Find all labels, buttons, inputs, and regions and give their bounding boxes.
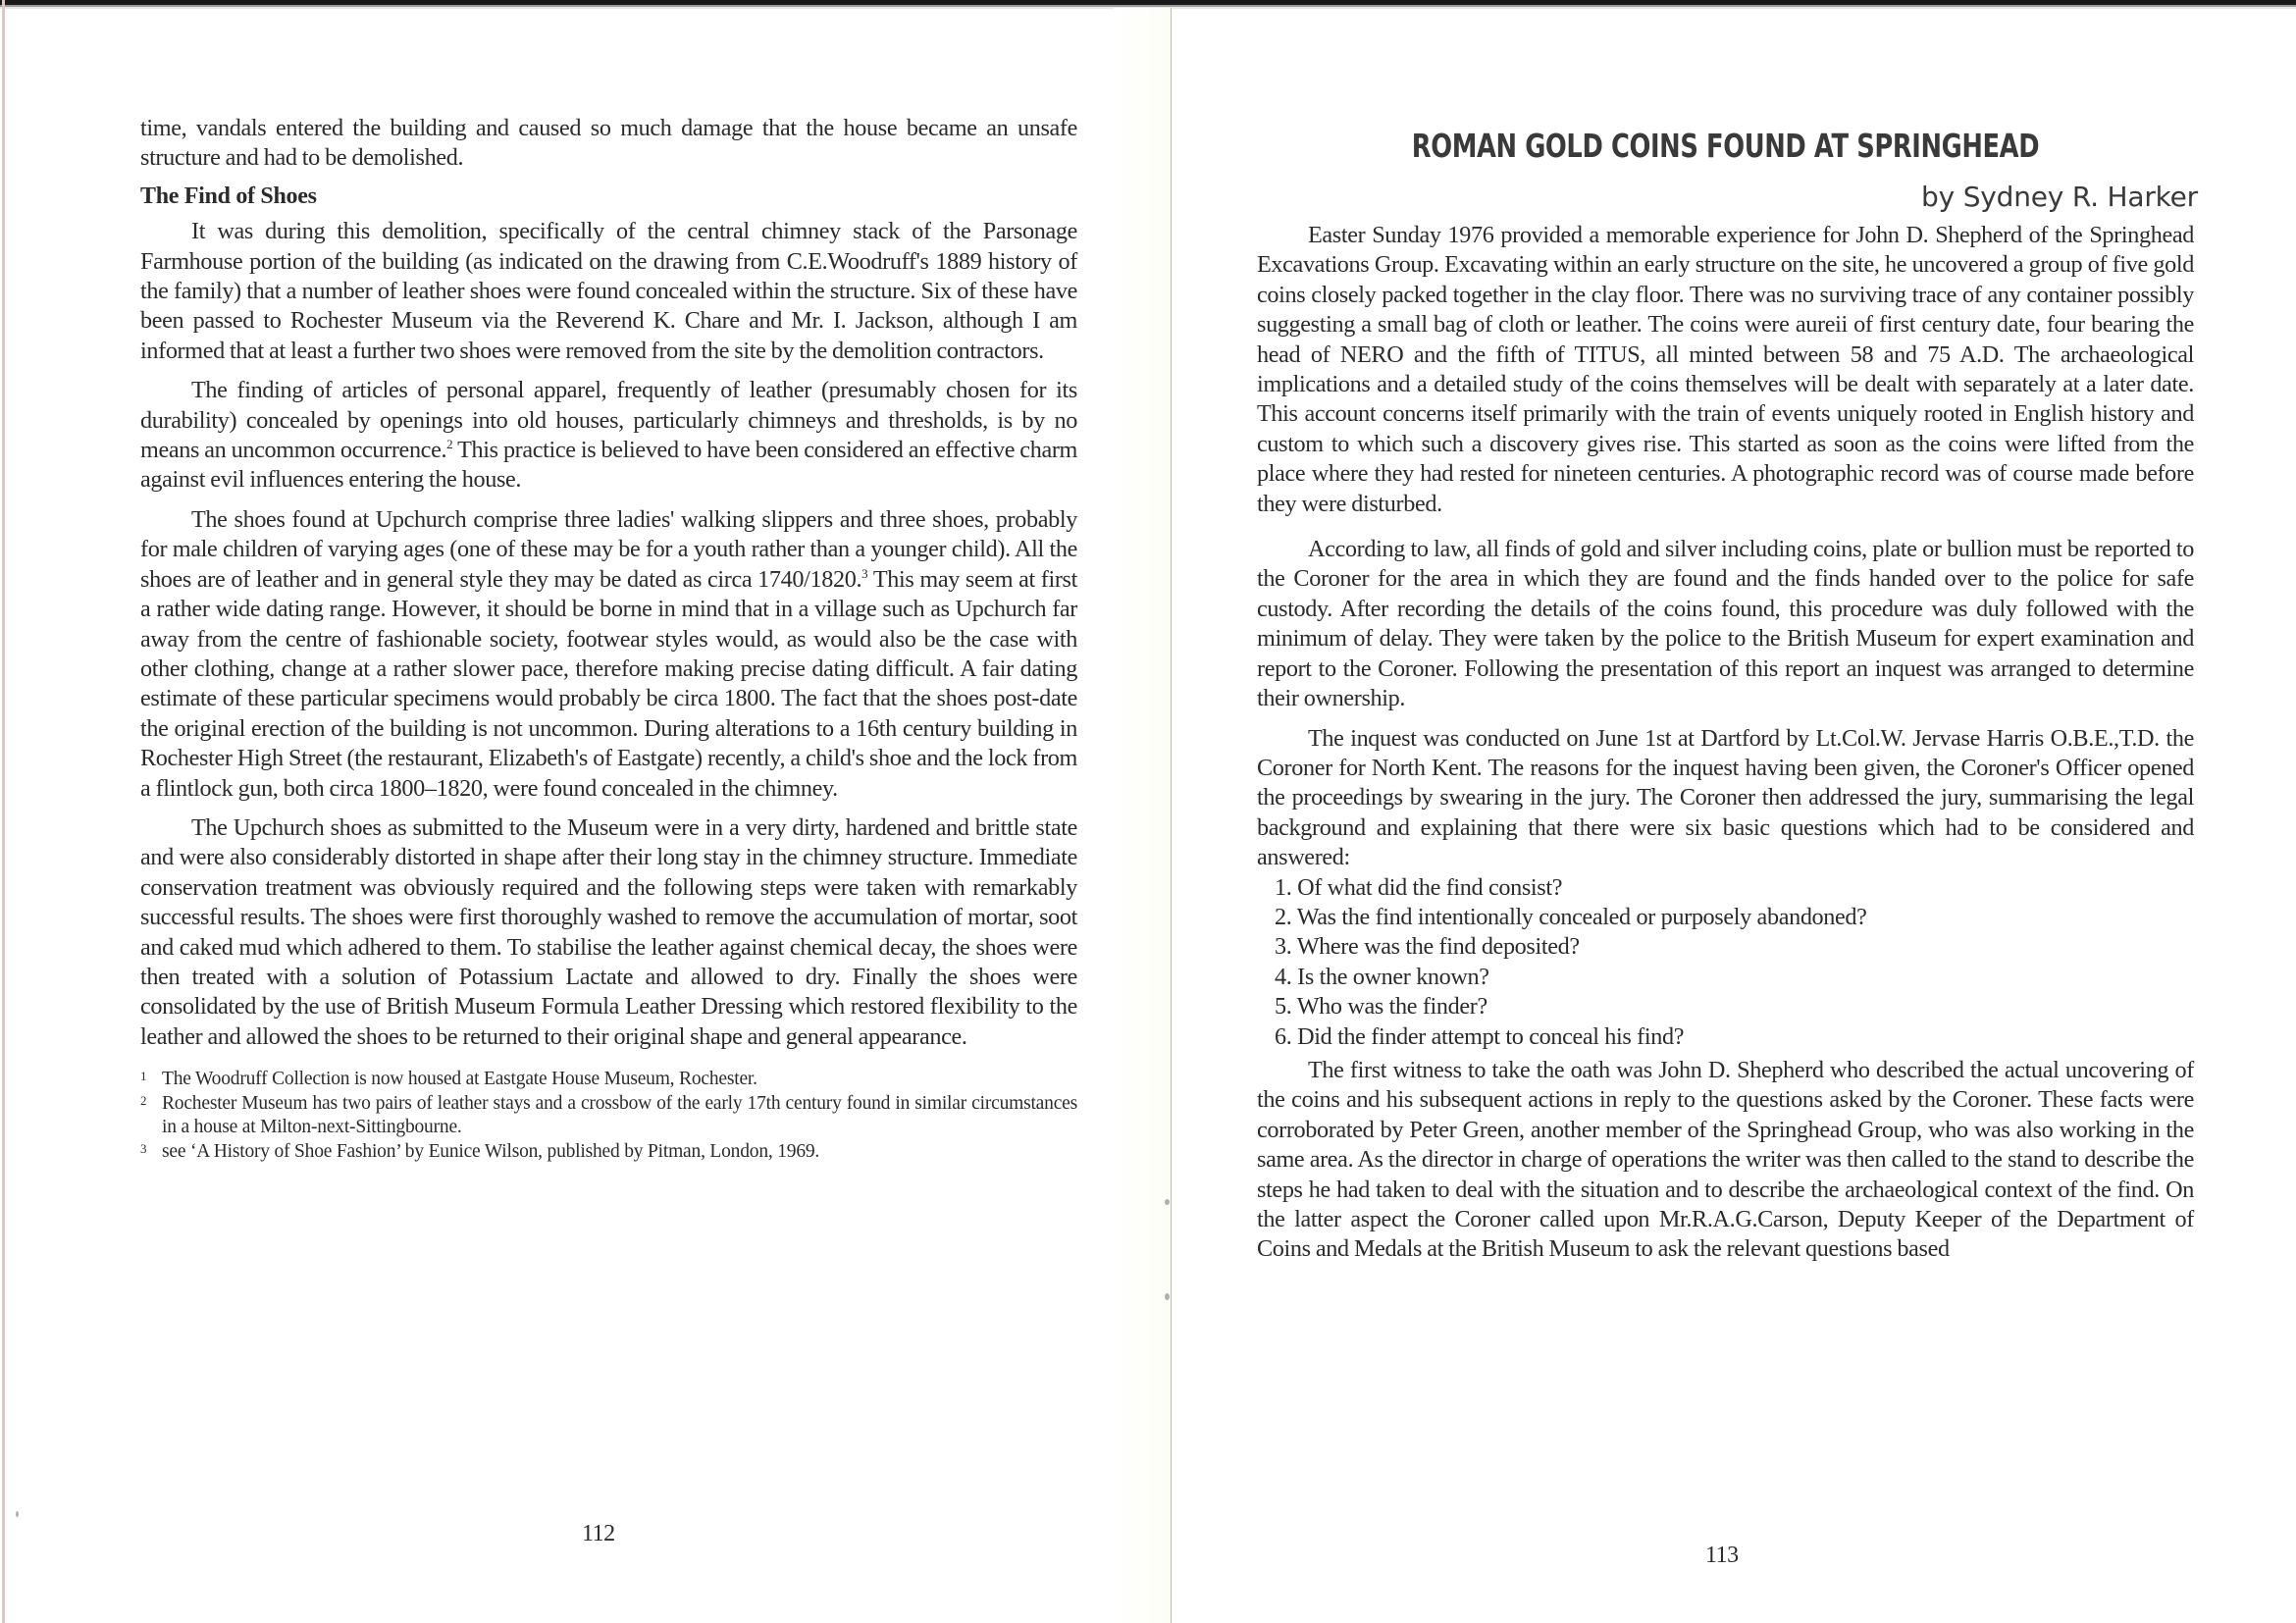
paragraph-text: The finding of articles of personal apparel, frequently of leather (presumably chosen for its durability) concealed by openings into old houses, particularly chimneys and thresholds, is by no means an uncommon occurrence. <box>140 377 1077 464</box>
body-paragraph <box>140 376 1077 496</box>
article-title: ROMAN GOLD COINS FOUND AT SPRINGHEAD <box>1411 127 2040 165</box>
right-page-body <box>1257 221 2194 1265</box>
left-page-body <box>140 114 1077 1164</box>
inquest-question: 1. Of what did the find consist? <box>1275 873 1563 901</box>
body-paragraph <box>140 505 1077 804</box>
scan-speck <box>16 1511 19 1517</box>
paragraph-text: This practice is believed to have been considered an effective charm against evil influences entering the house. <box>140 437 1077 494</box>
inquest-question: 5. Who was the finder? <box>1275 993 1487 1021</box>
footnote <box>140 1140 1077 1165</box>
section-heading: The Find of Shoes <box>140 183 317 209</box>
footnote <box>140 1068 1077 1092</box>
inquest-question: 6. Did the finder attempt to conceal his find? <box>1275 1022 1685 1050</box>
page-number: 112 <box>582 1521 615 1546</box>
inquest-questions-list <box>1257 873 2194 1052</box>
footnotes <box>140 1068 1077 1164</box>
gutter-shade <box>1114 8 1171 1623</box>
body-paragraph: Easter Sunday 1976 provided a memorable experience for John D. Shepherd of the Springhead Excavations Group. Excavating within an early structure on the site, he uncovered a group of five gold coins closely packed together in the clay floor. There was no surviving trace of any container possibly suggesting a small bag of cloth or leather. The coins were aureii of first century date, four bearing the head of NERO and the fifth of TITUS, all minted between 58 and 75 A.D. The archaeological implications and a detailed study of the coins themselves will be dealt with separately at a later date. This account concerns itself primarily with the train of events uniquely rooted in English history and custom to which such a discovery gives rise. This started as soon as the coins were lifted from the place where they had rested for nineteen centuries. A photographic record was of course made before they were disturbed. <box>1257 222 2194 517</box>
footnote-text: see ‘A History of Shoe Fashion’ by Eunice Wilson, published by Pitman, London, 1969. <box>162 1140 820 1162</box>
paragraph-text: The shoes found at Upchurch comprise three ladies' walking slippers and three shoes, probably for male children of varying ages (one of these may be for a youth rather than a younger child). All the shoes are of leather and in general style they may be dated as circa 1740/1820. <box>140 505 1077 593</box>
footnote-reference: 2 <box>446 437 453 451</box>
body-paragraph: The Upchurch shoes as submitted to the Museum were in a very dirty, hardened and brittle state and were also considerably distorted in shape after their long stay in the chimney structure. Immediate conservation treatment was obviously required and the following steps were taken with remarkably successful results. The shoes were first thoroughly washed to remove the accumulation of mortar, soot and caked mud which adhered to them. To stabilise the leather against chemical decay, the shoes were then treated with a solution of Potassium Lactate and allowed to dry. Finally the shoes were consolidated by the use of British Museum Formula Leather Dressing which restored flexibility to the leather and allowed the shoes to be returned to their original shape and general appearance. <box>140 813 1077 1050</box>
body-paragraph: It was during this demolition, specifically of the central chimney stack of the Parsonage Farmhouse portion of the building (as indicated on the drawing from C.E.Woodruff's 1889 history of the family) that a number of leather shoes were found concealed within the structure. Six of these have been passed to Rochester Museum via the Reverend K. Chare and Mr. I. Jackson, although I am informed that at least a further two shoes were removed from the site by the demolition contractors. <box>140 218 1077 364</box>
footnote-reference: 3 <box>861 565 868 581</box>
inquest-question: 3. Where was the find deposited? <box>1275 933 1580 961</box>
scan-speck <box>1165 1199 1170 1205</box>
inquest-question: 4. Is the owner known? <box>1275 963 1489 990</box>
inquest-question: 2. Was the find intentionally concealed or purposely abandoned? <box>1275 903 1867 930</box>
footnote-text: The Woodruff Collection is now housed at Eastgate House Museum, Rochester. <box>162 1069 757 1090</box>
scan-speck <box>1165 1293 1170 1300</box>
article-byline: by Sydney R. Harker <box>1921 181 2198 213</box>
footnote-text: Rochester Museum has two pairs of leather stays and a crossbow of the early 17th century found in similar circumstances in a house at Milton-next-Sittingbourne. <box>162 1092 1077 1138</box>
footnote-mark: 2 <box>140 1092 147 1108</box>
body-paragraph: According to law, all finds of gold and silver including coins, plate or bullion must be reported to the Coroner for the area in which they are found and the finds handed over to the police for safe custody. After recording the details of the coins found, this procedure was duly followed with the minimum of delay. They were taken by the police to the British Museum for expert examination and report to the Coroner. Following the presentation of this report an inquest was arranged to determine their ownership. <box>1257 536 2194 712</box>
body-paragraph: The first witness to take the oath was John D. Shepherd who described the actual uncovering of the coins and his subsequent actions in reply to the questions asked by the Coroner. These facts were corroborated by Peter Green, another member of the Springhead Group, who was also working in the same area. As the director in charge of operations the writer was then called to the stand to describe the steps he had taken to deal with the situation and to describe the archaeological context of the find. On the latter aspect the Coroner called upon Mr.R.A.G.Carson, Deputy Keeper of the Department of Coins and Medals at the British Museum to ask the relevant questions based <box>1257 1056 2194 1263</box>
scan-left-edge <box>2 0 5 1623</box>
page-number: 113 <box>1705 1543 1739 1568</box>
footnote-mark: 1 <box>140 1069 147 1084</box>
book-gutter <box>1171 8 1172 1623</box>
continued-paragraph: time, vandals entered the building and caused so much damage that the house became an unsafe structure and had to be demolished. <box>140 115 1077 172</box>
footnote <box>140 1092 1077 1140</box>
paragraph-text: This may seem at first a rather wide dating range. However, it should be borne in mind that in a village such as Upchurch far away from the centre of fashionable society, footwear styles would, as would also be the case with other clothing, change at a rather slower pace, therefore making precise dating difficult. A fair dating estimate of these particular specimens would probably be circa 1800. The fact that the shoes post-date the original erection of the building is not uncommon. During alterations to a 16th century building in Rochester High Street (the restaurant, Elizabeth's of Eastgate) recently, a child's shoe and the lock from a flintlock gun, both circa 1800–1820, were found concealed in the chimney. <box>140 565 1077 802</box>
body-paragraph: The inquest was conducted on June 1st at Dartford by Lt.Col.W. Jervase Harris O.B.E.,T.D. the Coroner for North Kent. The reasons for the inquest having been given, the Coroner's Officer opened the proceedings by swearing in the jury. The Coroner then addressed the jury, summarising the legal background and explaining that there were six basic questions which had to be considered and answered: <box>1257 724 2194 871</box>
footnote-mark: 3 <box>140 1140 147 1156</box>
